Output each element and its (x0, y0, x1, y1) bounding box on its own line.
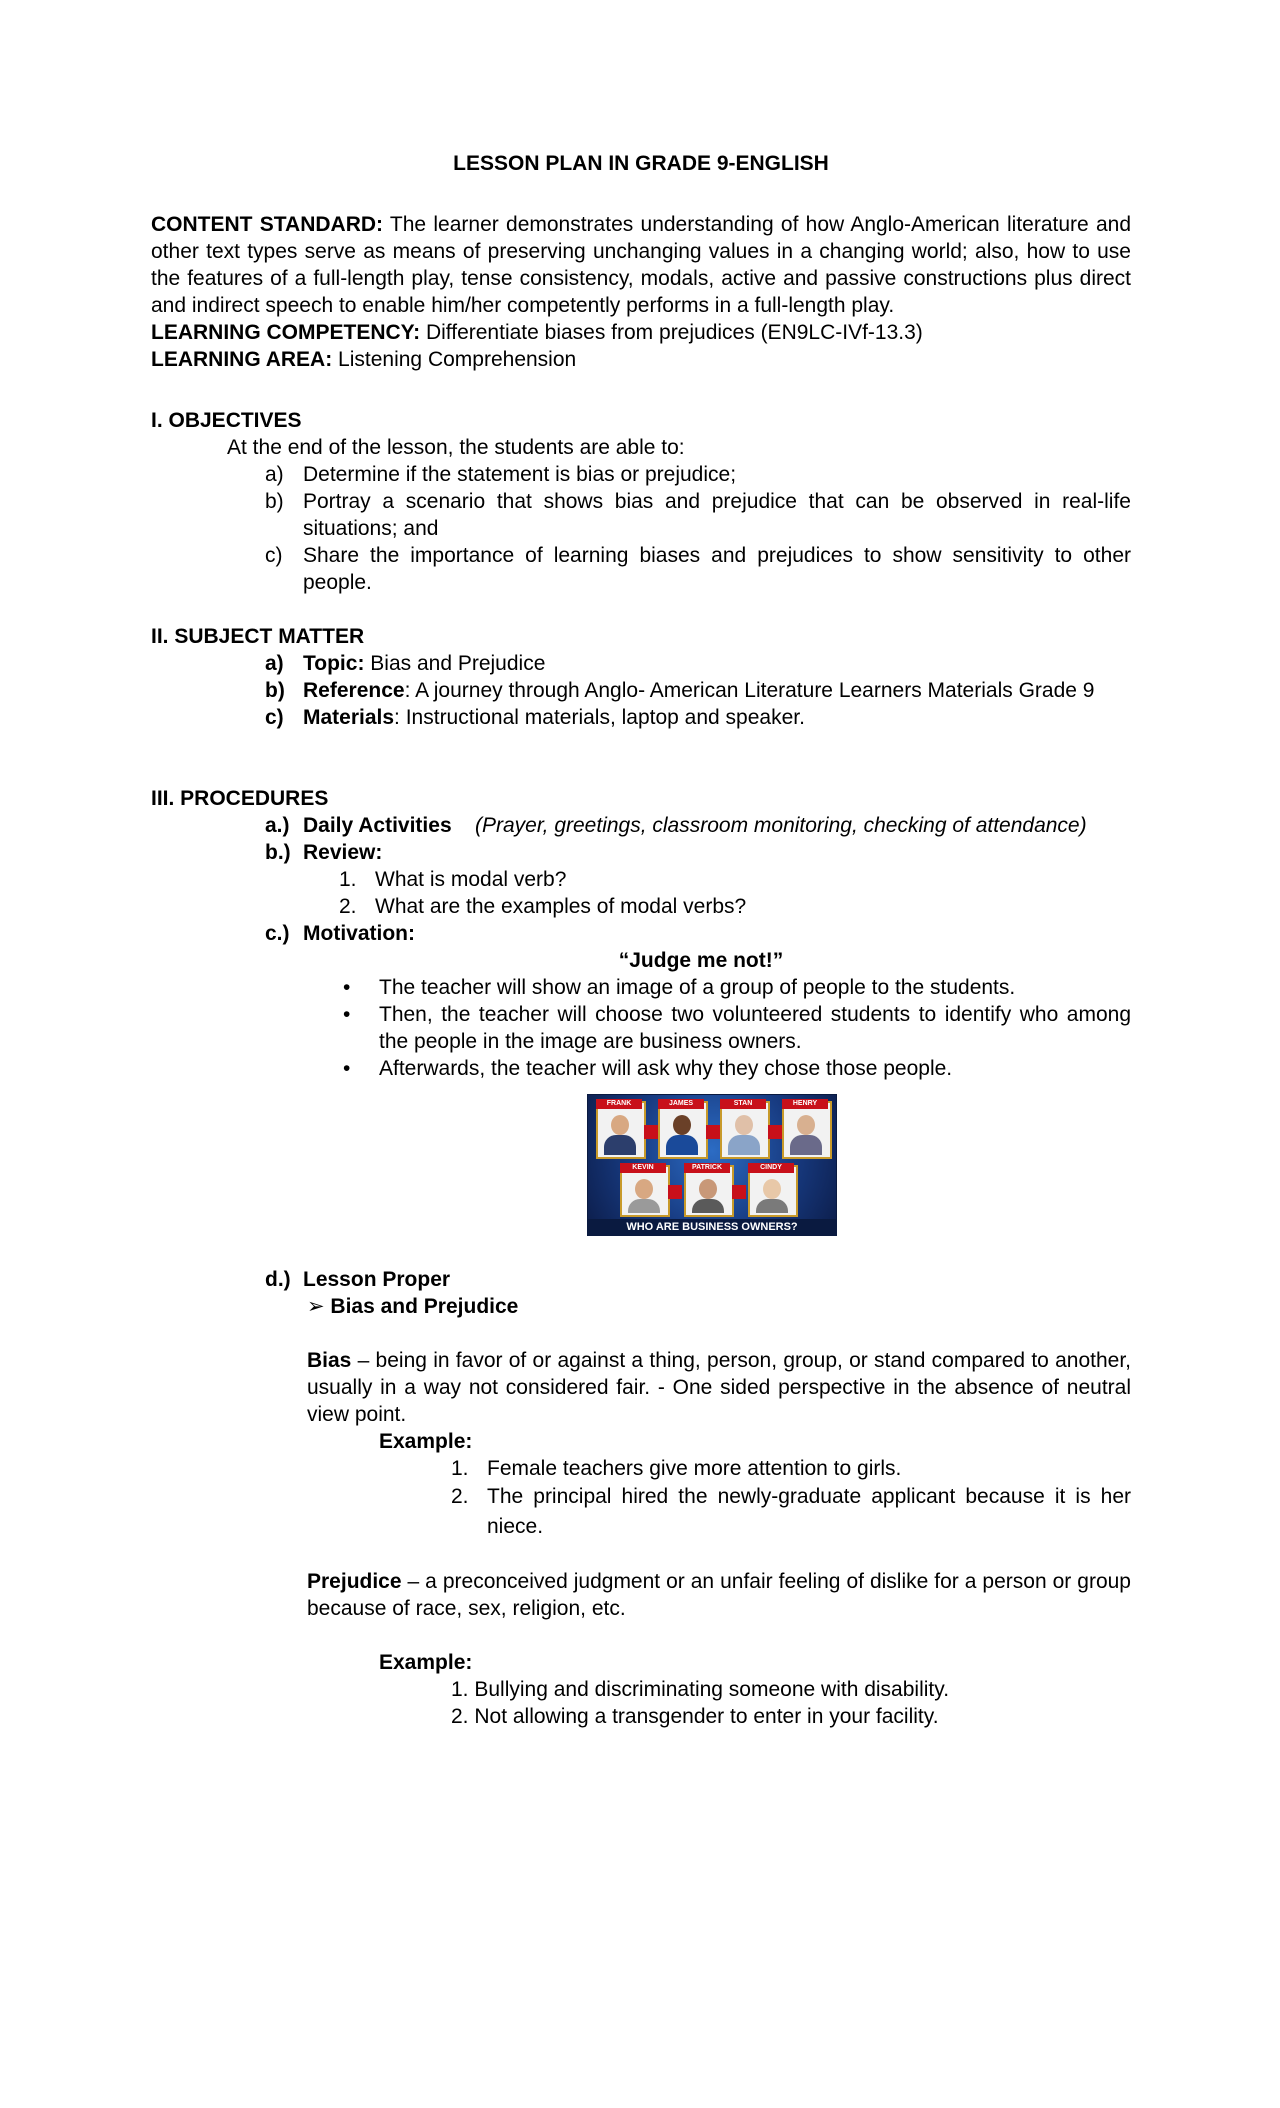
objectives-heading: I. OBJECTIVES (151, 409, 302, 432)
bias-examples (151, 1455, 1131, 1542)
subject-value: : A journey through Anglo- American Literature Learners Materials Grade 9 (404, 679, 1095, 702)
person-torso (790, 1135, 822, 1155)
subject-item (265, 650, 1131, 677)
learning-competency-label: LEARNING COMPETENCY: (151, 321, 421, 344)
person-head (699, 1179, 717, 1199)
learning-area-label: LEARNING AREA: (151, 348, 333, 371)
connector (768, 1125, 782, 1139)
person-name: JAMES (658, 1099, 704, 1109)
lesson-proper-content (151, 1293, 1131, 1455)
motivation-bullets (151, 974, 1131, 1082)
subject-value: : Instructional materials, laptop and speaker. (394, 706, 805, 729)
review-key: Review: (303, 841, 383, 864)
prejudice-text: – a preconceived judgment or an unfair feeling of dislike for a person or group because of race, sex, religion, etc. (307, 1570, 1131, 1620)
daily-activities-key: Daily Activities (303, 814, 452, 837)
subject-matter-list (151, 650, 1131, 731)
review (265, 839, 1131, 866)
subject-item (265, 704, 1131, 731)
daily-activities (265, 812, 1131, 839)
review-marker: 1. (339, 868, 357, 891)
person-name: CINDY (748, 1163, 794, 1173)
review-item (339, 866, 1131, 893)
prejudice-block (151, 1568, 1131, 1676)
content-standard-label: CONTENT STANDARD: (151, 213, 384, 236)
objective-text: Portray a scenario that shows bias and prejudice that can be observed in real-life situations; and (303, 490, 1131, 540)
person-head (797, 1115, 815, 1135)
procedure-marker: c.) (265, 922, 290, 945)
review-marker: 2. (339, 895, 357, 918)
prejudice-example: 2. Not allowing a transgender to enter in your facility. (451, 1705, 939, 1728)
objective-marker: a) (265, 463, 284, 486)
objectives-list (151, 461, 1131, 596)
learning-competency (151, 319, 1131, 346)
person-card (658, 1101, 708, 1159)
review-text: What is modal verb? (375, 868, 567, 891)
subject-text (303, 650, 1131, 677)
learning-area-text: Listening Comprehension (332, 348, 577, 371)
connector (706, 1125, 720, 1139)
review-list (151, 866, 1131, 920)
subject-marker: a) (265, 652, 284, 675)
activity-title: “Judge me not!” (618, 949, 784, 972)
bullet-text: Then, the teacher will choose two volunteered students to identify who among the people in the image are business owners. (379, 1003, 1131, 1053)
subject-matter-heading: II. SUBJECT MATTER (151, 625, 365, 648)
objective-item (265, 542, 1131, 596)
objective-text: Share the importance of learning biases and prejudices to show sensitivity to other people. (303, 544, 1131, 594)
objective-marker: c) (265, 544, 283, 567)
objective-text: Determine if the statement is bias or prejudice; (303, 463, 737, 486)
subject-marker: b) (265, 679, 285, 702)
person-torso (628, 1199, 660, 1213)
lesson-proper-row (151, 1266, 1131, 1293)
bias-example (451, 1455, 1131, 1482)
person-torso (692, 1199, 724, 1213)
content-standard-text: The learner demonstrates understanding of how Anglo-American literature and other text types serve as means of preserving unchanging values in a changing world; also, how to use the features of a full-length play, tense consistency, modals, active and passive constructions plus direct and indirect speech to enable him/her competently performs in a full-length play. (151, 213, 1131, 317)
person-torso (756, 1199, 788, 1213)
person-head (611, 1115, 629, 1135)
bullet-text: The teacher will show an image of a group of people to the students. (379, 976, 1016, 999)
procedures-heading: III. PROCEDURES (151, 787, 329, 810)
bullet-marker: • (343, 1003, 351, 1026)
bias-text: – being in favor of or against a thing, person, group, or stand compared to another, usually in a way not considered fair. - One sided perspective in the absence of neutral view point. (307, 1349, 1131, 1426)
bias-definition (307, 1347, 1131, 1428)
motivation-bullet (341, 974, 1131, 1001)
lesson-proper-key: Lesson Proper (303, 1268, 451, 1291)
person-name: KEVIN (620, 1163, 666, 1173)
objective-marker: b) (265, 490, 284, 513)
example-text: The principal hired the newly-graduate applicant because it is her niece. (487, 1485, 1131, 1538)
procedures-list (151, 812, 1131, 866)
motivation-row (151, 920, 1131, 947)
person-card (596, 1101, 646, 1159)
person-head (673, 1115, 691, 1135)
subject-text (303, 677, 1131, 704)
image-caption: WHO ARE BUSINESS OWNERS? (588, 1219, 836, 1235)
document-title: LESSON PLAN IN GRADE 9-ENGLISH (453, 152, 829, 175)
daily-activities-detail: (Prayer, greetings, classroom monitoring, checking of attendance) (474, 814, 1087, 837)
person-torso (604, 1135, 636, 1155)
example-marker: 1. (451, 1457, 469, 1480)
procedure-marker: d.) (265, 1268, 291, 1291)
motivation-key: Motivation: (303, 922, 415, 945)
person-head (635, 1179, 653, 1199)
subject-marker: c) (265, 706, 284, 729)
connector (668, 1185, 682, 1199)
example-text: Female teachers give more attention to girls. (487, 1457, 902, 1480)
lesson-plan-page (151, 150, 1131, 1730)
subject-item (265, 677, 1131, 704)
example-marker: 2. (451, 1485, 469, 1508)
procedure-marker: a.) (265, 814, 290, 837)
prejudice-example-label: Example: (379, 1651, 473, 1674)
review-text: What are the examples of modal verbs? (375, 895, 747, 918)
person-card (684, 1165, 734, 1217)
person-head (763, 1179, 781, 1199)
person-card (748, 1165, 798, 1217)
procedure-marker: b.) (265, 841, 291, 864)
daily-activities-text (303, 812, 1131, 839)
subject-text (303, 704, 1131, 731)
bullet-marker: • (343, 976, 351, 999)
bias-example-label: Example: (379, 1430, 473, 1453)
prejudice-term: Prejudice (307, 1570, 402, 1593)
person-name: FRANK (596, 1099, 642, 1109)
learning-area (151, 346, 1131, 373)
person-name: STAN (720, 1099, 766, 1109)
subject-key: Topic: (303, 652, 365, 675)
motivation (265, 920, 1131, 947)
lesson-proper (265, 1266, 1131, 1293)
objectives-intro: At the end of the lesson, the students are able to: (227, 436, 685, 459)
prejudice-examples (151, 1676, 1131, 1730)
content-standard (151, 211, 1131, 319)
person-name: HENRY (782, 1099, 828, 1109)
objective-item (265, 461, 1131, 488)
subject-value: Bias and Prejudice (364, 652, 546, 675)
review-item (339, 893, 1131, 920)
person-head (735, 1115, 753, 1135)
bias-term: Bias (307, 1349, 352, 1372)
prejudice-example: 1. Bullying and discriminating someone with disability. (451, 1678, 950, 1701)
motivation-bullet (341, 1001, 1131, 1055)
bullet-text: Afterwards, the teacher will ask why they chose those people. (379, 1057, 953, 1080)
business-owners-image (587, 1094, 837, 1236)
bullet-marker: • (343, 1057, 351, 1080)
lesson-subhead: ➢ Bias and Prejudice (307, 1295, 519, 1318)
person-torso (666, 1135, 698, 1155)
subject-key: Reference (303, 679, 405, 702)
objective-item (265, 488, 1131, 542)
person-card (782, 1101, 832, 1159)
connector (732, 1185, 746, 1199)
motivation-bullet (341, 1055, 1131, 1082)
prejudice-definition (307, 1568, 1131, 1622)
subject-key: Materials (303, 706, 395, 729)
person-card (620, 1165, 670, 1217)
person-card (720, 1101, 770, 1159)
person-name: PATRICK (684, 1163, 730, 1173)
connector (644, 1125, 658, 1139)
bias-example (451, 1482, 1131, 1542)
learning-competency-text: Differentiate biases from prejudices (EN9LC-IVf-13.3) (420, 321, 923, 344)
person-torso (728, 1135, 760, 1155)
